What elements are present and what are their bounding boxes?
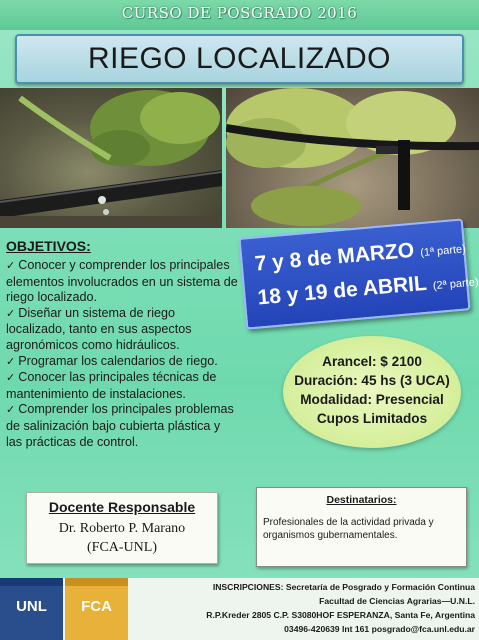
unl-logo (0, 578, 63, 640)
date-april-part: (2ª parte) (432, 276, 479, 293)
list-item (6, 354, 238, 371)
teacher-box (26, 492, 218, 564)
header-band (0, 0, 479, 30)
registration-info (132, 580, 475, 636)
date-march: 7 y 8 de MARZO (253, 238, 416, 276)
course-label: CURSO DE POSGRADO 2016 (121, 4, 358, 22)
faculty-line: Facultad de Ciencias Agrarias—U.N.L. (319, 596, 475, 606)
date-april: 18 y 19 de ABRIL (256, 271, 428, 310)
checkmark-icon: ✓ (6, 404, 16, 417)
objectives-heading: OBJETIVOS: (6, 238, 91, 254)
title-box (15, 34, 464, 84)
teacher-name: Dr. Roberto P. Marano (58, 521, 186, 536)
date-march-part: (1ª parte) (419, 243, 467, 260)
logo-stripe (0, 578, 63, 586)
checkmark-icon: ✓ (6, 355, 16, 368)
logo-stripe (65, 578, 128, 586)
objective-text: Programar los calendarios de riego. (18, 353, 218, 368)
date-line-april (257, 267, 479, 310)
objective-text: Conocer y comprender los principales elementos involucrados en un sistema de riego localizado. (6, 258, 238, 305)
fees-oval (283, 336, 461, 448)
page-title: RIEGO LOCALIZADO (87, 42, 392, 75)
registration-line: INSCRIPCIONES: Secretaría de Posgrado y Formación Continua (212, 582, 475, 592)
fca-logo (65, 578, 128, 640)
contact-line: 03496-420639 Int 161 posgrado@fca.unl.edu.ar (284, 624, 475, 634)
fee-modality: Modalidad: Presencial (300, 392, 444, 407)
drip-line-photo (0, 88, 222, 228)
unl-logo-text: UNL (16, 598, 47, 615)
list-item (6, 402, 238, 450)
checkmark-icon: ✓ (6, 260, 16, 272)
address-line: R.P.Kreder 2805 C.P. S3080HOF ESPERANZA, Santa Fe, Argentina (206, 610, 475, 620)
list-item (6, 306, 238, 354)
teacher-title: Docente Responsable (48, 499, 196, 515)
objective-text: Comprender los principales problemas de salinización bajo cubierta plástica y las prácticas de control. (6, 402, 234, 449)
objective-text: Diseñar un sistema de riego localizado, tanto en sus aspectos agronómicos como hidráulicos. (6, 305, 192, 352)
fee-quota: Cupos Limitados (316, 411, 428, 426)
footer (0, 578, 479, 640)
recipients-text: Profesionales de la actividad privada y organismos gubernamentales. (263, 517, 434, 541)
checkmark-icon: ✓ (6, 372, 16, 385)
list-item (6, 258, 238, 306)
fee-price: Arancel: $ 2100 (322, 354, 422, 369)
fca-logo-text: FCA (81, 598, 112, 615)
dripper-photo (226, 88, 479, 228)
teacher-institution: (FCA-UNL) (87, 540, 157, 555)
recipients-box (256, 487, 467, 567)
dates-box (238, 218, 479, 329)
objective-text: Conocer las principales técnicas de mantenimiento de instalaciones. (6, 370, 217, 401)
fee-duration: Duración: 45 hs (3 UCA) (294, 373, 450, 388)
checkmark-icon: ✓ (6, 307, 16, 320)
objectives-list (6, 258, 238, 450)
objectives-section (6, 238, 238, 450)
list-item (6, 370, 238, 402)
recipients-title: Destinatarios: (326, 494, 397, 506)
